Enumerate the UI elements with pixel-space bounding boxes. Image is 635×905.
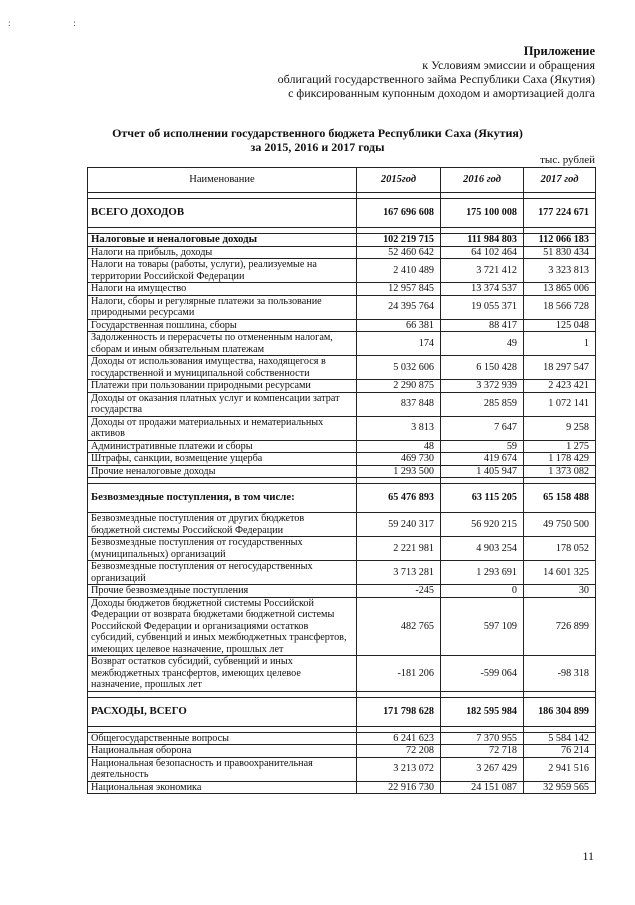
table-row	[88, 597, 596, 656]
value-2016: 56 920 215	[441, 513, 524, 537]
value-2017: 1 178 429	[524, 453, 596, 466]
value-2017: 186 304 899	[524, 697, 596, 726]
row-label: Безвозмездные поступления от негосударственных организаций	[88, 561, 357, 585]
value-2016: -599 064	[441, 656, 524, 692]
row-label: Налоги на прибыль, доходы	[88, 246, 357, 259]
table-row	[88, 283, 596, 296]
appendix-title: Приложение	[523, 44, 595, 58]
table-row	[88, 484, 596, 513]
value-2015: 52 460 642	[357, 246, 441, 259]
value-2016: 0	[441, 585, 524, 598]
value-2016: 1 293 691	[441, 561, 524, 585]
value-2016: 175 100 008	[441, 199, 524, 228]
value-2017: 51 830 434	[524, 246, 596, 259]
row-label: Задолженность и перерасчеты по отмененным налогам, сборам и иным обязательным платежам	[88, 332, 357, 356]
header-name: Наименование	[88, 168, 357, 193]
value-2015: 482 765	[357, 597, 441, 656]
value-2017: 14 601 325	[524, 561, 596, 585]
value-2016: 72 718	[441, 745, 524, 758]
row-label: Общегосударственные вопросы	[88, 732, 357, 745]
row-label: Прочие неналоговые доходы	[88, 465, 357, 478]
value-2016: 6 150 428	[441, 356, 524, 380]
value-2015: 102 219 715	[357, 234, 441, 247]
value-2017: 125 048	[524, 319, 596, 332]
value-2016: 19 055 371	[441, 295, 524, 319]
value-2017: 2 941 516	[524, 757, 596, 781]
page-number: 11	[582, 849, 594, 863]
value-2015: 12 957 845	[357, 283, 441, 296]
value-2017: 112 066 183	[524, 234, 596, 247]
value-2015: 174	[357, 332, 441, 356]
value-2017: 76 214	[524, 745, 596, 758]
value-2016: 285 859	[441, 392, 524, 416]
value-2015: 3 213 072	[357, 757, 441, 781]
row-label: Национальная экономика	[88, 781, 357, 794]
value-2017: 2 423 421	[524, 380, 596, 393]
row-label: Государственная пошлина, сборы	[88, 319, 357, 332]
row-label: Налоговые и неналоговые доходы	[88, 234, 357, 247]
value-2015: 167 696 608	[357, 199, 441, 228]
table-row	[88, 453, 596, 466]
value-2016: 4 903 254	[441, 537, 524, 561]
value-2017: 18 566 728	[524, 295, 596, 319]
row-label: Доходы от использования имущества, находящегося в государственной и муниципальной собственности	[88, 356, 357, 380]
row-label: Налоги на товары (работы, услуги), реализуемые на территории Российской Федерации	[88, 259, 357, 283]
row-label: ВСЕГО ДОХОДОВ	[88, 199, 357, 228]
scan-marks: : :	[8, 18, 90, 28]
value-2017: 1 275	[524, 440, 596, 453]
appendix-block	[278, 44, 595, 100]
header-2015: 2015год	[357, 168, 441, 193]
value-2017: 32 959 565	[524, 781, 596, 794]
value-2016: 597 109	[441, 597, 524, 656]
value-2015: -245	[357, 585, 441, 598]
value-2015: 72 208	[357, 745, 441, 758]
value-2015: 5 032 606	[357, 356, 441, 380]
table-row	[88, 745, 596, 758]
value-2017: 49 750 500	[524, 513, 596, 537]
value-2016: 64 102 464	[441, 246, 524, 259]
report-heading	[0, 126, 635, 154]
value-2015: 22 916 730	[357, 781, 441, 794]
table-row	[88, 537, 596, 561]
row-label: Налоги, сборы и регулярные платежи за пользование природными ресурсами	[88, 295, 357, 319]
budget-report-table	[87, 167, 596, 794]
table-row	[88, 781, 596, 794]
table-row	[88, 513, 596, 537]
table-row	[88, 561, 596, 585]
value-2017: 13 865 006	[524, 283, 596, 296]
table-row	[88, 585, 596, 598]
table-row	[88, 380, 596, 393]
value-2016: 419 674	[441, 453, 524, 466]
value-2016: 59	[441, 440, 524, 453]
value-2015: -181 206	[357, 656, 441, 692]
value-2015: 3 813	[357, 416, 441, 440]
value-2016: 24 151 087	[441, 781, 524, 794]
row-label: Прочие безвозмездные поступления	[88, 585, 357, 598]
report-period: за 2015, 2016 и 2017 годы	[250, 140, 385, 154]
value-2017: 9 258	[524, 416, 596, 440]
header-2017: 2017 год	[524, 168, 596, 193]
value-2017: 5 584 142	[524, 732, 596, 745]
table-row	[88, 356, 596, 380]
value-2017: 65 158 488	[524, 484, 596, 513]
value-2016: 7 370 955	[441, 732, 524, 745]
table-row	[88, 465, 596, 478]
value-2015: 66 381	[357, 319, 441, 332]
value-2015: 837 848	[357, 392, 441, 416]
value-2016: 3 372 939	[441, 380, 524, 393]
value-2016: 63 115 205	[441, 484, 524, 513]
value-2015: 6 241 623	[357, 732, 441, 745]
value-2017: 177 224 671	[524, 199, 596, 228]
value-2015: 59 240 317	[357, 513, 441, 537]
value-2017: 1 373 082	[524, 465, 596, 478]
value-2017: 1 072 141	[524, 392, 596, 416]
row-label: Безвозмездные поступления от других бюджетов бюджетной системы Российской Федерации	[88, 513, 357, 537]
value-2015: 3 713 281	[357, 561, 441, 585]
header-2016: 2016 год	[441, 168, 524, 193]
value-2016: 7 647	[441, 416, 524, 440]
row-label: Национальная безопасность и правоохранительная деятельность	[88, 757, 357, 781]
row-label: Штрафы, санкции, возмещение ущерба	[88, 453, 357, 466]
row-label: Доходы от оказания платных услуг и компенсации затрат государства	[88, 392, 357, 416]
appendix-line: облигаций государственного займа Республики Саха (Якутия)	[277, 72, 595, 86]
value-2016: 49	[441, 332, 524, 356]
units-label: тыс. рублей	[540, 154, 595, 166]
value-2015: 2 410 489	[357, 259, 441, 283]
row-label: Национальная оборона	[88, 745, 357, 758]
value-2016: 111 984 803	[441, 234, 524, 247]
table-row	[88, 697, 596, 726]
value-2015: 2 290 875	[357, 380, 441, 393]
appendix-line: с фиксированным купонным доходом и амортизацией долга	[288, 86, 595, 100]
value-2016: 3 721 412	[441, 259, 524, 283]
value-2017: 726 899	[524, 597, 596, 656]
row-label: Безвозмездные поступления от государственных (муниципальных) организаций	[88, 537, 357, 561]
table-row	[88, 319, 596, 332]
value-2015: 1 293 500	[357, 465, 441, 478]
table-row	[88, 259, 596, 283]
value-2017: 30	[524, 585, 596, 598]
value-2016: 182 595 984	[441, 697, 524, 726]
table-header-row	[88, 168, 596, 193]
row-label: РАСХОДЫ, ВСЕГО	[88, 697, 357, 726]
value-2015: 48	[357, 440, 441, 453]
table-row	[88, 332, 596, 356]
table-row	[88, 757, 596, 781]
table-row	[88, 416, 596, 440]
table-row	[88, 295, 596, 319]
appendix-line: к Условиям эмиссии и обращения	[422, 58, 595, 72]
table-body	[88, 168, 596, 794]
value-2016: 3 267 429	[441, 757, 524, 781]
row-label: Платежи при пользовании природными ресурсами	[88, 380, 357, 393]
value-2017: 178 052	[524, 537, 596, 561]
row-label: Доходы бюджетов бюджетной системы Российской Федерации от возврата бюджетами бюджетной системы Российской Федерации и организациями остатков субсидий, субвенций и иных межбюджетных трансфертов, имеющих целевое назначение, прошлых лет	[88, 597, 357, 656]
value-2017: 18 297 547	[524, 356, 596, 380]
value-2015: 171 798 628	[357, 697, 441, 726]
value-2017: 3 323 813	[524, 259, 596, 283]
row-label: Налоги на имущество	[88, 283, 357, 296]
value-2016: 13 374 537	[441, 283, 524, 296]
row-label: Административные платежи и сборы	[88, 440, 357, 453]
table-row	[88, 440, 596, 453]
value-2015: 65 476 893	[357, 484, 441, 513]
table-row	[88, 199, 596, 228]
value-2017: 1	[524, 332, 596, 356]
table-row	[88, 656, 596, 692]
table-row	[88, 392, 596, 416]
table-row	[88, 732, 596, 745]
value-2017: -98 318	[524, 656, 596, 692]
value-2015: 24 395 764	[357, 295, 441, 319]
value-2016: 1 405 947	[441, 465, 524, 478]
row-label: Доходы от продажи материальных и нематериальных активов	[88, 416, 357, 440]
value-2015: 2 221 981	[357, 537, 441, 561]
table-row	[88, 234, 596, 247]
row-label: Возврат остатков субсидий, субвенций и иных межбюджетных трансфертов, имеющих целевое назначение, прошлых лет	[88, 656, 357, 692]
table-row	[88, 246, 596, 259]
report-title: Отчет об исполнении государственного бюджета Республики Саха (Якутия)	[112, 126, 523, 140]
value-2016: 88 417	[441, 319, 524, 332]
value-2015: 469 730	[357, 453, 441, 466]
row-label: Безвозмездные поступления, в том числе:	[88, 484, 357, 513]
